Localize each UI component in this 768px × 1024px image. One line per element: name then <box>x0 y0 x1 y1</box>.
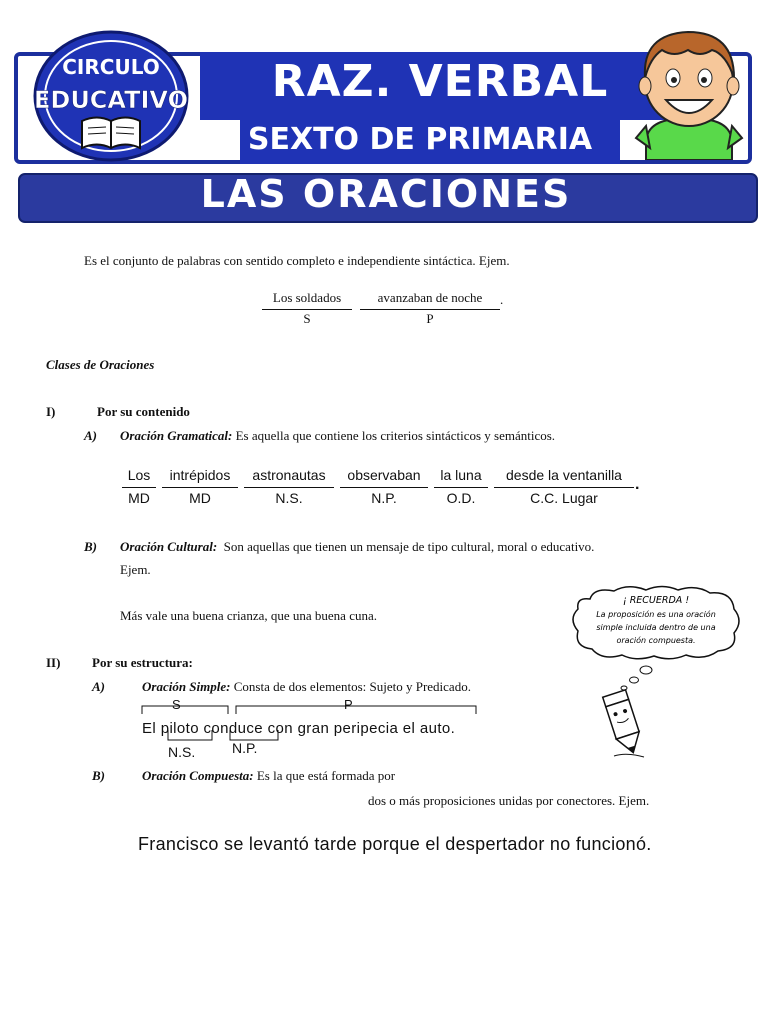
section1-a-letter: A) <box>84 428 97 443</box>
section1-b-letter: B) <box>84 539 97 554</box>
section1-a-definition: Oración Gramatical: Es aquella que contiene los criterios sintácticos y semánticos. <box>120 428 556 443</box>
np-label: N.P. <box>232 740 258 756</box>
section2-b-definition-cont: dos o más proposiciones unidas por conectores. Ejem. <box>368 793 650 808</box>
section2-heading: Por su estructura: <box>92 655 193 670</box>
analysis-cell: la luna O.D. <box>434 467 488 506</box>
classes-heading: Clases de Oraciones <box>46 357 155 372</box>
section1-b-ejem: Ejem. <box>120 562 151 577</box>
grade-title: SEXTO DE PRIMARIA <box>247 122 593 157</box>
section2-b-definition: Oración Compuesta: Es la que está formada por <box>142 768 396 783</box>
circulo-educativo-logo <box>22 26 200 162</box>
page-title: LAS ORACIONES <box>200 172 572 216</box>
section1-numeral: I) <box>46 404 56 419</box>
recuerda-line: oración compuesta. <box>616 636 696 645</box>
predicate-label: P <box>426 311 434 326</box>
pencil-character-icon <box>600 664 656 760</box>
section1-heading: Por su contenido <box>97 404 190 419</box>
section2-numeral: II) <box>46 655 61 670</box>
subject-title: RAZ. VERBAL <box>271 56 609 107</box>
section2-a-definition: Oración Simple: Consta de dos elementos: Sujeto y Predicado. <box>142 679 471 694</box>
smiling-kid-icon <box>628 20 750 160</box>
example-subject: Los soldados <box>262 290 352 310</box>
example-period: . <box>500 292 504 307</box>
subject-label: S <box>303 311 311 326</box>
section2-a-letter: A) <box>92 679 105 694</box>
example-predicate: avanzaban de noche <box>360 290 500 310</box>
logo-bottom-text: EDUCATIVO <box>34 86 188 114</box>
book-icon <box>82 118 140 149</box>
recuerda-line: La proposición es una oración <box>596 610 716 619</box>
subject-marker: S <box>172 697 181 712</box>
logo-top-text: CIRCULO <box>62 55 160 79</box>
section2-b-letter: B) <box>92 768 105 783</box>
analysis-cell: intrépidos MD <box>162 467 238 506</box>
recuerda-thought-bubble <box>570 585 742 661</box>
predicate-marker: P <box>344 697 353 712</box>
analysis-cell: astronautas N.S. <box>244 467 334 506</box>
analysis-period: . <box>635 476 640 493</box>
compound-sentence-example: Francisco se levantó tarde porque el despertador no funcionó. <box>138 834 652 854</box>
recuerda-title: ¡ RECUERDA ! <box>622 595 690 606</box>
analysis-cell: observaban N.P. <box>340 467 428 506</box>
recuerda-line: simple incluida dentro de una <box>596 623 716 632</box>
analysis-cell: desde la ventanilla C.C. Lugar <box>494 467 634 506</box>
ns-label: N.S. <box>168 744 196 760</box>
simple-sentence-example: El piloto conduce con gran peripecia el auto. <box>142 720 456 737</box>
analysis-cell: Los MD <box>122 467 156 506</box>
section1-b-definition: Oración Cultural: Son aquellas que tienen un mensaje de tipo cultural, moral o educativo. <box>120 539 595 554</box>
definition-text: Es el conjunto de palabras con sentido completo e independiente sintáctica. Ejem. <box>84 253 510 268</box>
cultural-example: Más vale una buena crianza, que una buena cuna. <box>120 608 377 623</box>
